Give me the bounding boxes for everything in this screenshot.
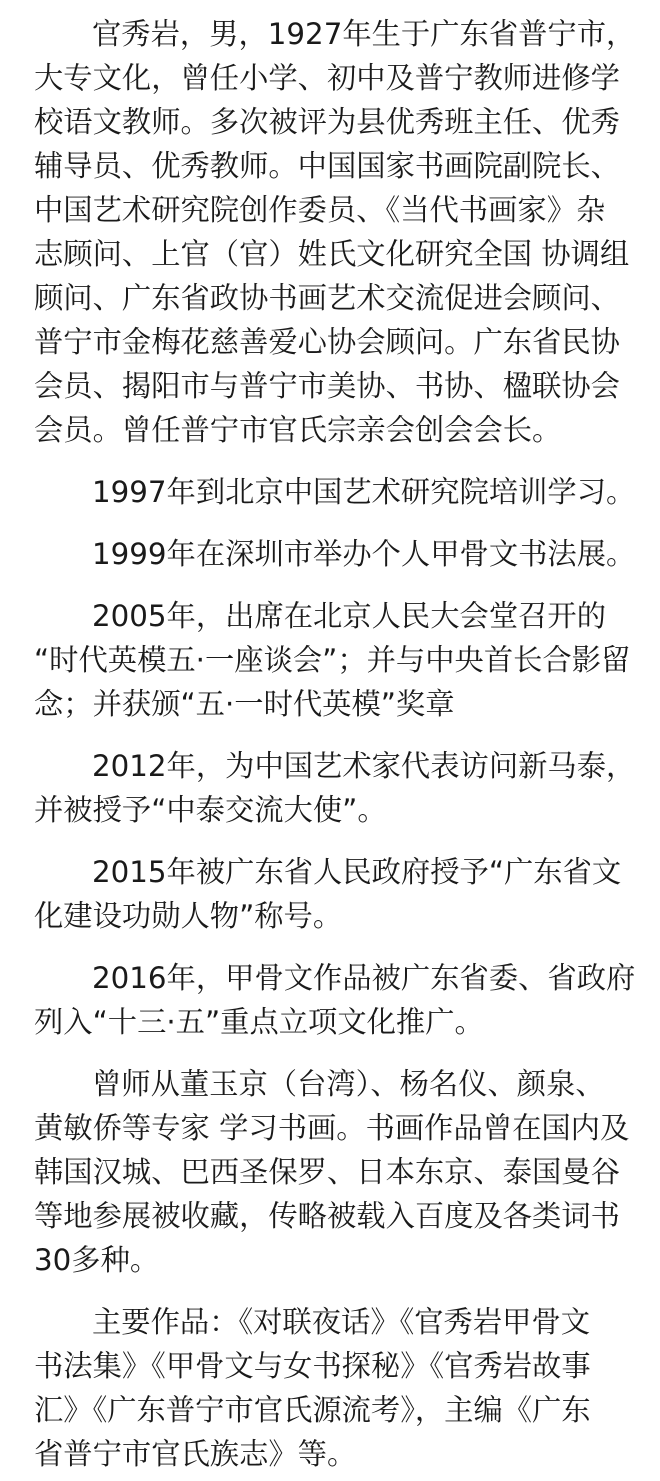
text-line: 顾问、广东省政协书画艺术交流促进会顾问、 — [34, 281, 620, 315]
text-line: 普宁市金梅花慈善爱心协会顾问。广东省民协 — [34, 325, 620, 359]
text-line: 黄敏侨等专家 学习书画。书画作品曾在国内及 — [34, 1111, 630, 1145]
text-line: 汇》《广东普宁市官氏源流考》，主编《广东 — [34, 1393, 591, 1427]
text-line: 大专文化，曾任小学、初中及普宁教师进修学 — [34, 61, 620, 95]
paragraph-2015 — [34, 850, 634, 938]
text-line: 省普宁市官氏族志》等。 — [34, 1437, 357, 1471]
paragraph-2005 — [34, 594, 634, 726]
text-line: 会员、揭阳市与普宁市美协、书协、楹联协会 — [34, 369, 620, 403]
text-line: 2015年被广东省人民政府授予“广东省文 — [92, 855, 622, 889]
text-line: “时代英模五·一座谈会”；并与中央首长合影留 — [34, 643, 631, 677]
text-line: 2012年，为中国艺术家代表访问新马泰， — [92, 749, 636, 783]
text-line: 列入“十三·五”重点立项文化推广。 — [34, 1005, 484, 1039]
paragraph-1999 — [34, 532, 634, 576]
text-line: 2005年，出席在北京人民大会堂召开的 — [92, 599, 607, 633]
paragraph-2012 — [34, 744, 634, 832]
text-line: 等地参展被收藏，传略被载入百度及各类词书 — [34, 1199, 620, 1233]
paragraph-intro — [34, 12, 634, 452]
paragraph-1997 — [34, 470, 634, 514]
biography-article — [34, 12, 634, 1476]
paragraph-teachers — [34, 1062, 634, 1282]
text-line: 1997年到北京中国艺术研究院培训学习。 — [92, 475, 636, 509]
text-line: 主要作品：《对联夜话》《官秀岩甲骨文 — [92, 1305, 591, 1339]
text-line: 化建设功勋人物”称号。 — [34, 899, 343, 933]
text-line: 1999年在深圳市举办个人甲骨文书法展。 — [92, 537, 636, 571]
text-line: 念；并获颁“五·一时代英模”奖章 — [34, 687, 455, 721]
paragraph-works — [34, 1300, 634, 1476]
paragraph-2016 — [34, 956, 634, 1044]
text-line: 辅导员、优秀教师。中国国家书画院副院长、 — [34, 149, 620, 183]
text-line: 韩国汉城、巴西圣保罗、日本东京、泰国曼谷 — [34, 1155, 620, 1189]
text-line: 志顾问、上官（官）姓氏文化研究全国 协调组 — [34, 237, 630, 271]
text-line: 并被授予“中泰交流大使”。 — [34, 793, 387, 827]
text-line: 会员。曾任普宁市官氏宗亲会创会会长。 — [34, 413, 562, 447]
text-line: 书法集》《甲骨文与女书探秘》《官秀岩故事 — [34, 1349, 591, 1383]
text-line: 中国艺术研究院创作委员、《当代书画家》杂 — [34, 193, 606, 227]
text-line: 曾师从董玉京（台湾）、杨名仪、颜泉、 — [92, 1067, 605, 1101]
text-line: 官秀岩，男，1927年生于广东省普宁市， — [92, 17, 636, 51]
text-line: 校语文教师。多次被评为县优秀班主任、优秀 — [34, 105, 620, 139]
text-line: 2016年，甲骨文作品被广东省委、省政府 — [92, 961, 636, 995]
text-line: 30多种。 — [34, 1243, 160, 1277]
